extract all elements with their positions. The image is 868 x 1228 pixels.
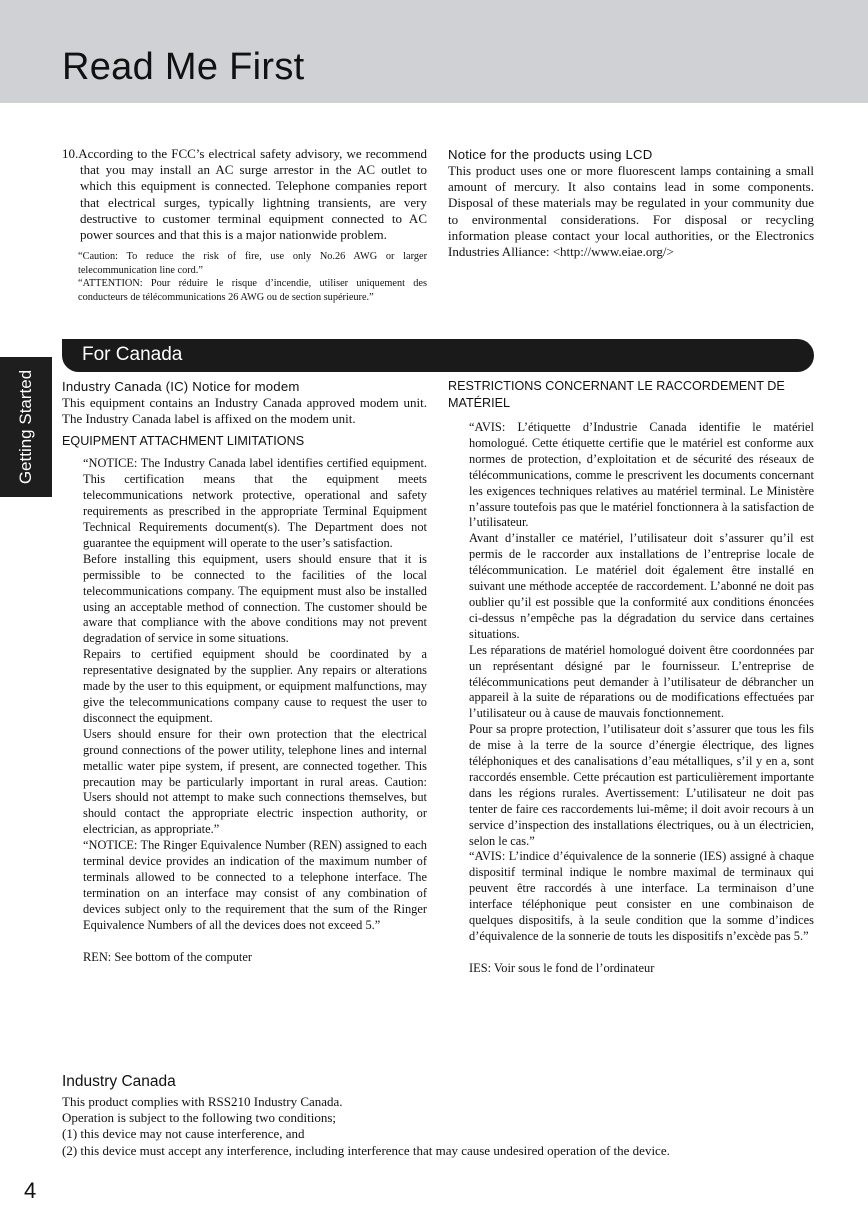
industry-canada-line: This product complies with RSS210 Industry Canada. (62, 1094, 343, 1109)
avis-paragraph: Avant d’installer ce matériel, l’utilisateur doit s’assurer qu’il est permis de le raccorder aux installations de l’entreprise locale de télécommunication. Le matériel doit également être installé en suivant une méthode acceptée de raccordement. L’abonné ne doit pas oublier qu’il est possible que la conformité aux conditions énoncées ci-dessus n’empêche pas la dégradation du service dans certaines situations. (469, 531, 814, 641)
ic-notice-intro: This equipment contains an Industry Canada approved modem unit. The Industry Canada label is affixed on the modem unit. (62, 395, 427, 427)
avis-paragraph: “AVIS: L’étiquette d’Industrie Canada identifie le matériel homologué. Cette étiquette certifie que le matériel est conforme aux normes de protection, d’exploitation et de sécurité des réseaux de télécommunications, comme le prescrivent les documents concernant les exigences techniques relatives au matériel terminal. Le Ministère n’assure toutefois pas que le matériel fonctionnera à la satisfaction de l’utilisateur. (469, 420, 814, 530)
ren-footnote: REN: See bottom of the computer (83, 949, 252, 964)
notice-paragraph: Users should ensure for their own protection that the electrical ground connections of the power utility, telephone lines and internal metallic water pipe system, if present, are connected together. This precaution may be particularly important in rural areas. Caution: Users should not attempt to make such connections themselves, but should contact the appropriate electric inspection authority, or electrician, as appropriate.” (83, 726, 427, 837)
industry-canada-lines (62, 1094, 822, 1159)
lcd-notice-block (448, 146, 814, 260)
avis-paragraph: Pour sa propre protection, l’utilisateur doit s’assurer que tous les fils de mise à la terre de la source d’énergie électrique, des lignes téléphoniques et des canalisations d’eau métalliques, s’il y en a, sont raccordés ensemble. Cette précaution est particulièrement importante dans les régions rurales. Avertissement: L’utilisateur ne doit pas tenter de faire ces raccordements lui-même; il doit avoir recours à un service d’inspection des installations électriques, ou à un électricien, selon le cas.” (469, 722, 814, 848)
restrictions-heading: RESTRICTIONS CONCERNANT LE RACCORDEMENT DE MATÉRIEL (448, 379, 785, 410)
notice-paragraph: “NOTICE: The Industry Canada label identifies certified equipment. This certification means that the equipment meets telecommunications network protective, operational and safety requirements as prescribed in the appropriate Terminal Equipment Technical Requirements document(s). The Department does not guarantee the equipment will operate to the user’s satisfaction. (83, 456, 427, 550)
avis-paragraph: Les réparations de matériel homologué doivent être coordonnées par un représentant désigné par le fournisseur. L’entreprise de télécommunications peut demander à l’utilisateur de débrancher un appareil à la suite de réparations ou de modifications effectuées par l’utilisateur ou à cause de mauvais fonctionnement. (469, 642, 814, 721)
caution-french: “ATTENTION: Pour réduire le risque d’incendie, utiliser uniquement des conducteurs de télécommunications 26 AWG ou de section supérieure.” (78, 278, 427, 303)
lcd-notice-heading: Notice for the products using LCD (448, 147, 653, 162)
notice-paragraph: Before installing this equipment, users should ensure that it is permissible to be connected to the facilities of the local telecommunications company. The equipment must also be installed using an acceptable method of connection. The customer should be aware that compliance with the above conditions may not prevent degradation of service in some situations. (83, 551, 427, 646)
equipment-limitations-heading: EQUIPMENT ATTACHMENT LIMITATIONS (62, 434, 305, 449)
lcd-notice-body: This product uses one or more fluorescent lamps containing a small amount of mercury. It also contains lead in some components. Disposal of these materials may be regulated in your community due to environmental considerations. For disposal or recycling information please contact your local authorities, or the Electronics Industries Alliance: <http://www.eiae.org/> (448, 163, 814, 260)
fcc-advisory-block (62, 146, 427, 305)
side-tab-label: Getting Started (16, 369, 35, 485)
section-title: For Canada (82, 344, 183, 365)
caution-english: “Caution: To reduce the risk of fire, use only No.26 AWG or larger telecommunication line cord.” (78, 251, 427, 276)
canada-french-restrictions (448, 378, 814, 977)
notice-paragraph: Repairs to certified equipment should be coordinated by a representative designated by the supplier. Any repairs or alterations made by the user to this equipment, or equipment malfunctions, may give the telecommunications company cause to request the user to disconnect the equipment. (83, 647, 427, 725)
notice-quote-block (62, 456, 427, 965)
section-bar-for-canada (62, 339, 814, 372)
ies-footnote: IES: Voir sous le fond de l’ordinateur (469, 960, 655, 975)
avis-quote-block (448, 420, 814, 977)
industry-canada-line: Operation is subject to the following two conditions; (62, 1110, 337, 1126)
canada-modem-notice (62, 378, 427, 966)
industry-canada-line: (2) this device must accept any interference, including interference that may cause undesired operation of the device. (62, 1142, 670, 1158)
fcc-item-10: 10.According to the FCC’s electrical safety advisory, we recommend that you may install an AC surge arrestor in the AC outlet to which this equipment is connected. Telephone companies report that electrical surges, typically lightning transients, are very destructive to customer terminal equipment connected to AC power sources and that this is a major nationwide problem. (62, 146, 427, 243)
page-title: Read Me First (62, 46, 305, 88)
header-band (0, 0, 868, 103)
avis-paragraph: “AVIS: L’indice d’équivalence de la sonnerie (IES) assigné à chaque dispositif terminal indique le nombre maximal de terminaux qui peuvent être raccordés à une interface. La terminaison d’une interface téléphonique peut consister en une combinaison de quelques dispositifs, à la seule condition que la somme d’indices d’équivalence de la sonnerie de touts les dispositifs n’excède pas 5.” (469, 849, 814, 943)
ic-notice-heading: Industry Canada (IC) Notice for modem (62, 379, 300, 394)
industry-canada-heading: Industry Canada (62, 1073, 176, 1090)
side-tab (0, 357, 52, 497)
page-number: 4 (24, 1178, 37, 1203)
notice-paragraph: “NOTICE: The Ringer Equivalence Number (REN) assigned to each terminal device provides an indication of the maximum number of terminals allowed to be connected to a telephone interface. The termination on an interface may consist of any combination of devices subject only to the requirement that the sum of the Ringer Equivalence Numbers of all the devices does not exceed 5.” (83, 838, 427, 932)
industry-canada-line: (1) this device may not cause interference, and (62, 1126, 305, 1142)
